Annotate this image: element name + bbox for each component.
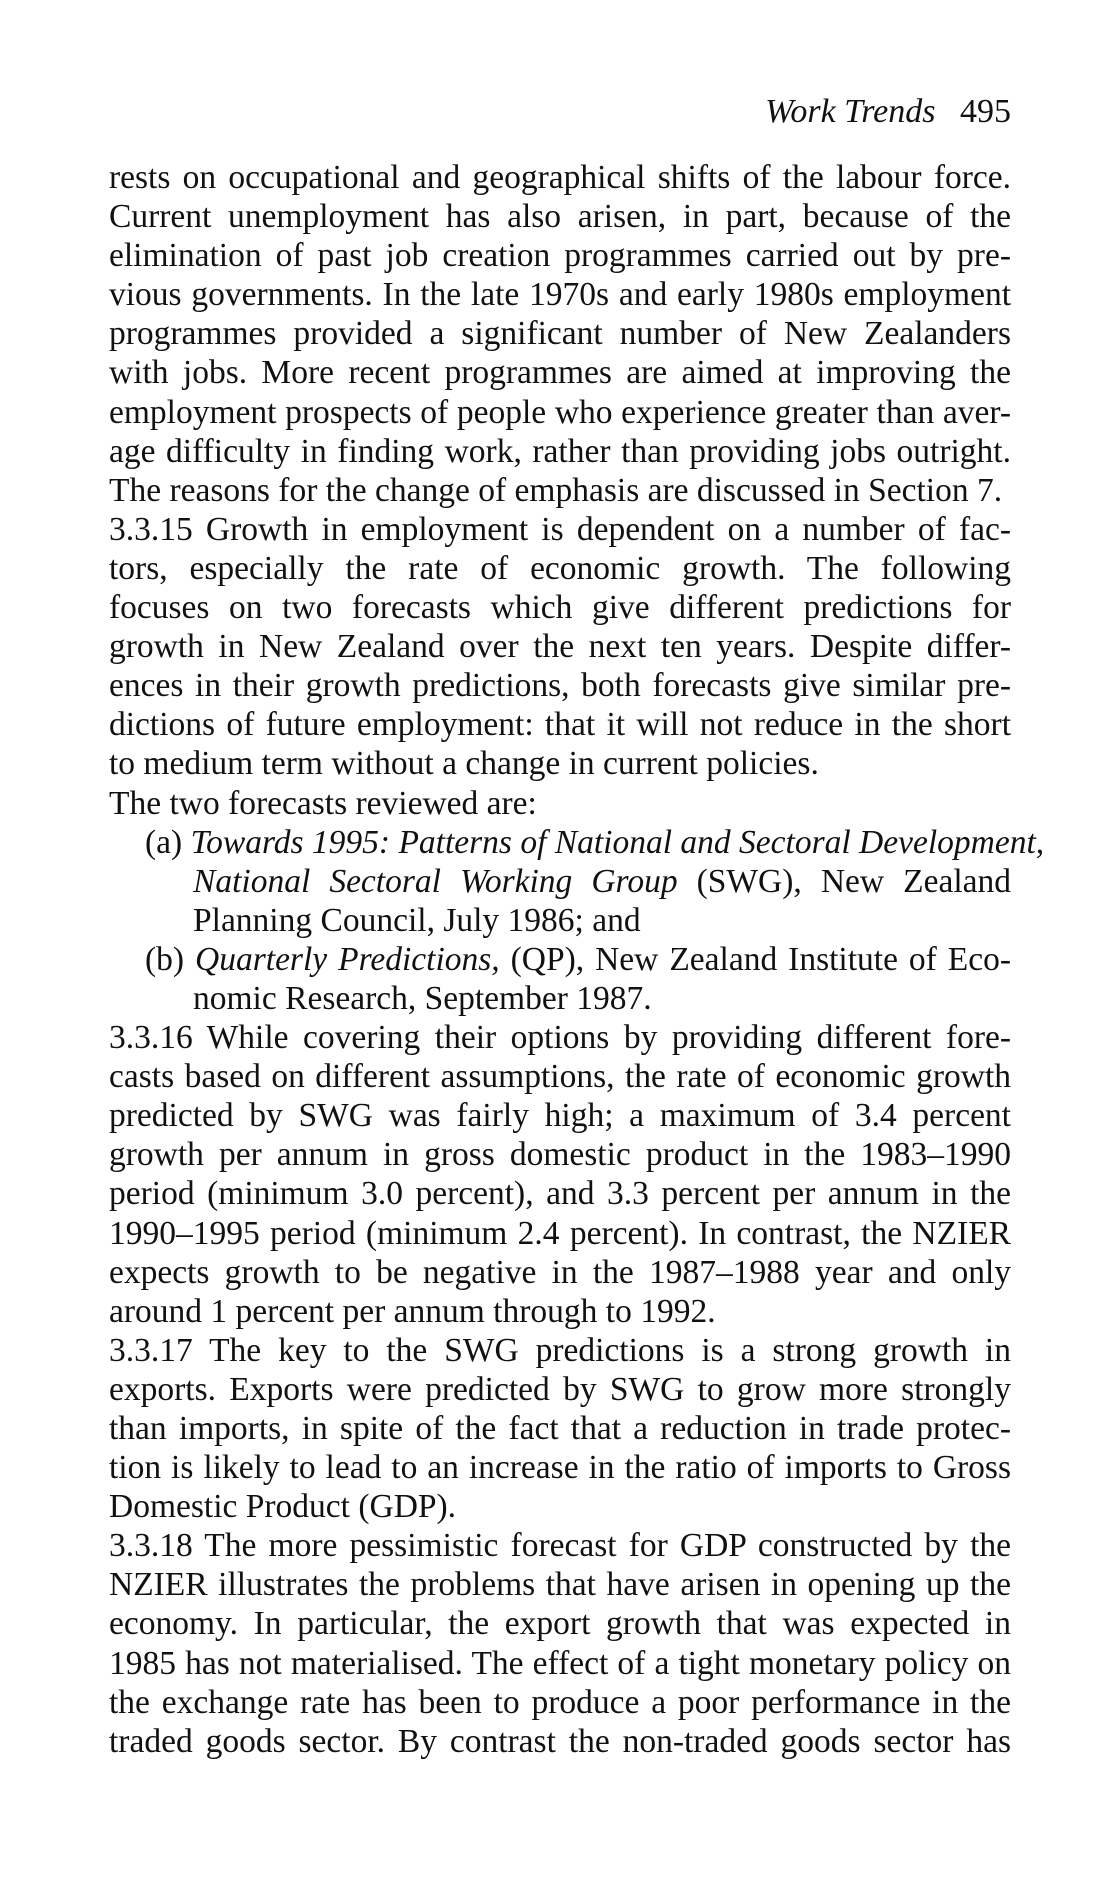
text-line <box>109 862 1011 901</box>
text-line: 3.3.17 The key to the SWG predictions is a strong growth in <box>109 1331 1011 1369</box>
text-line: The reasons for the change of emphasis are discussed in Section 7. <box>109 471 1003 509</box>
text-line: growth in New Zealand over the next ten years. Despite differ- <box>109 628 1011 666</box>
text-line: casts based on different assumptions, the rate of economic growth <box>109 1058 1011 1096</box>
text-line: expects growth to be negative in the 1987–1988 year and only <box>109 1253 1011 1291</box>
publication-title: Quarterly Predictions, <box>195 940 500 978</box>
text-line: The two forecasts reviewed are: <box>109 784 537 822</box>
forecasts-intro <box>109 784 1011 823</box>
running-head <box>765 92 1011 132</box>
running-head-title: Work Trends <box>765 93 936 130</box>
text-line: focuses on two forecasts which give different predictions for <box>109 589 1011 627</box>
paragraph-3-3-16 <box>109 1018 1011 1331</box>
text-line: economy. In particular, the export growth that was expected in <box>109 1605 1011 1643</box>
text-span: (SWG), New Zealand <box>677 862 1012 900</box>
text-span: (QP), New Zealand Institute of Eco- <box>499 940 1012 978</box>
text-line: 3.3.16 While covering their options by providing different fore- <box>109 1019 1011 1057</box>
list-marker: (b) <box>145 940 185 978</box>
text-line: employment prospects of people who experience greater than aver- <box>109 393 1011 431</box>
text-line: period (minimum 3.0 percent), and 3.3 percent per annum in the <box>109 1175 1011 1213</box>
list-marker: (a) <box>145 823 183 861</box>
text-line: vious governments. In the late 1970s and early 1980s employment <box>109 276 1011 314</box>
page-number: 495 <box>960 93 1011 130</box>
text-line: elimination of past job creation programmes carried out by pre- <box>109 237 1011 275</box>
forecast-item-a <box>109 823 1045 940</box>
text-line: with jobs. More recent programmes are aimed at improving the <box>109 354 1011 392</box>
text-line: around 1 percent per annum through to 1992. <box>109 1292 716 1330</box>
text-line: 1990–1995 period (minimum 2.4 percent). In contrast, the NZIER <box>109 1214 1011 1252</box>
text-line: exports. Exports were predicted by SWG to grow more strongly <box>109 1370 1011 1408</box>
publication-title: Towards 1995: Patterns of National and Sectoral Development, <box>190 823 1045 861</box>
text-line: programmes provided a significant number of New Zealanders <box>109 315 1011 353</box>
paragraph-3-3-18 <box>109 1526 1011 1761</box>
text-line: tors, especially the rate of economic growth. The following <box>109 549 1011 587</box>
paragraph-3-3-15 <box>109 510 1011 784</box>
text-line: than imports, in spite of the fact that a reduction in trade protec- <box>109 1410 1011 1447</box>
text-line: dictions of future employment: that it will not reduce in the short <box>109 706 1011 744</box>
text-line: tion is likely to lead to an increase in the ratio of imports to Gross <box>109 1449 1011 1487</box>
text-line: to medium term without a change in current policies. <box>109 745 819 783</box>
paragraph-3-3-17 <box>109 1331 1011 1526</box>
text-line: Current unemployment has also arisen, in part, because of the <box>109 198 1011 236</box>
text-line: growth per annum in gross domestic product in the 1983–1990 <box>109 1136 1011 1174</box>
body-text <box>109 158 1045 1761</box>
text-line: rests on occupational and geographical shifts of the labour force. <box>109 159 1011 196</box>
text-line: ences in their growth predictions, both forecasts give similar pre- <box>109 667 1011 705</box>
text-line: 3.3.15 Growth in employment is dependent on a number of fac- <box>109 510 1011 548</box>
text-line: Planning Council, July 1986; and <box>193 901 641 939</box>
paragraph-continuation <box>109 158 1011 510</box>
text-line <box>109 823 1045 862</box>
text-line: Domestic Product (GDP). <box>109 1488 457 1526</box>
text-line: age difficulty in finding work, rather than providing jobs outright. <box>109 432 1011 470</box>
forecast-item-b <box>109 940 1011 1018</box>
text-line <box>109 940 1011 979</box>
publication-author: National Sectoral Working Group <box>193 862 678 900</box>
text-line: 3.3.18 The more pessimistic forecast for GDP constructed by the <box>109 1527 1011 1565</box>
text-line: 1985 has not materialised. The effect of a tight monetary policy on <box>109 1644 1011 1682</box>
text-line: nomic Research, September 1987. <box>193 979 652 1017</box>
text-line: predicted by SWG was fairly high; a maximum of 3.4 percent <box>109 1097 1011 1135</box>
text-line: traded goods sector. By contrast the non-traded goods sector has <box>109 1722 1011 1760</box>
text-line: NZIER illustrates the problems that have arisen in opening up the <box>109 1566 1011 1604</box>
text-line: the exchange rate has been to produce a poor performance in the <box>109 1683 1011 1721</box>
